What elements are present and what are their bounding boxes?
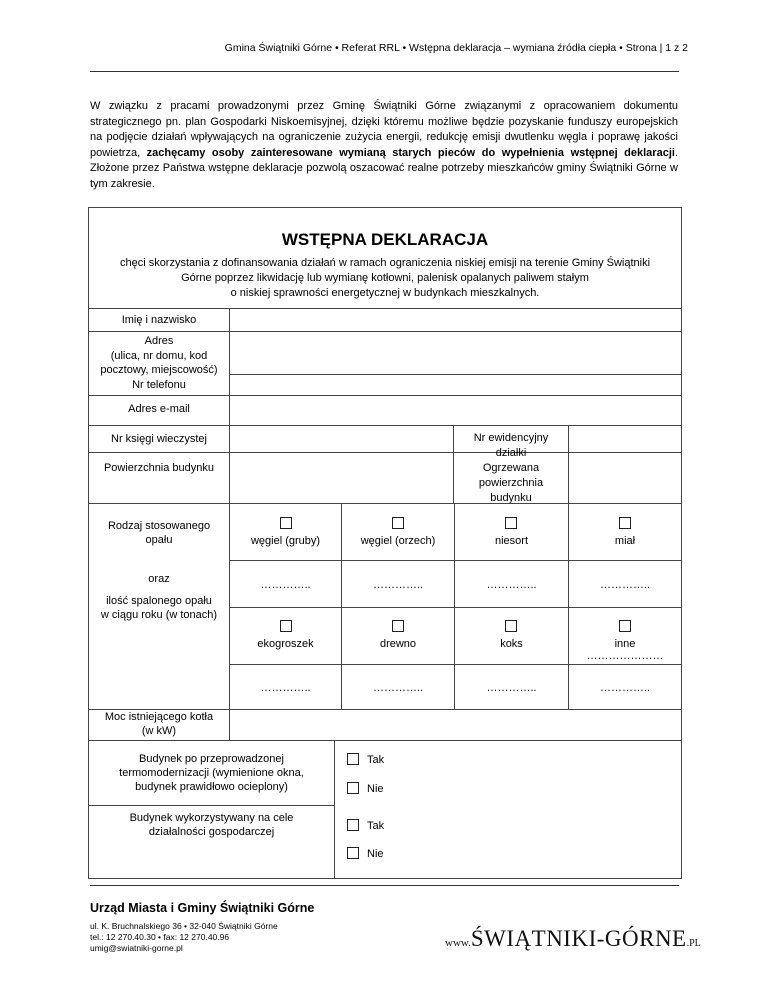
address-line-3: pocztowy, miejscowość) bbox=[100, 364, 218, 376]
plot-field[interactable] bbox=[568, 425, 682, 453]
fuel-cell bbox=[454, 607, 569, 665]
fuel-type-line-1: Rodzaj stosowanego bbox=[107, 520, 211, 532]
fuel-amount-line-1: ilość spalonego opału bbox=[106, 595, 212, 607]
business-line-1: Budynek wykorzystywany na cele bbox=[129, 812, 294, 824]
fuel-amount-line-2: w ciągu roku (w tonach) bbox=[100, 609, 218, 621]
address-line-1: Adres bbox=[144, 335, 174, 347]
footer-email[interactable]: umig@swiatniki-gorne.pl bbox=[90, 943, 183, 953]
boiler-label-line-2: (w kW) bbox=[141, 725, 177, 737]
checkbox-other[interactable] bbox=[619, 620, 631, 632]
fuel-amount-dots: ………….. bbox=[486, 579, 537, 591]
business-no-label: Nie bbox=[367, 848, 384, 860]
address-label bbox=[88, 334, 230, 392]
name-field[interactable] bbox=[229, 308, 682, 332]
fuel-amount-dots: ………….. bbox=[372, 579, 424, 591]
heated-label-line-1: Ogrzewana bbox=[482, 462, 540, 474]
thermo-label bbox=[88, 752, 335, 794]
fuel-amount-dots: ………….. bbox=[599, 579, 651, 591]
and-label: oraz bbox=[148, 573, 170, 585]
fuel-amount-dots: ………….. bbox=[486, 682, 537, 694]
fuel-label-other: inne bbox=[614, 638, 636, 650]
phone-label: Nr telefonu bbox=[132, 378, 186, 391]
business-label bbox=[88, 811, 335, 839]
intro-text-1: W związku z pracami prowadzonymi przez Gminę Świątniki Górne związanymi z opracowaniem dokumentu strategicznego pn. plan Gospodarki Niskoemisyjnej, dzięki któremu możliwe będzie pozyskanie funduszy europejskich na podjęcie działań wpływających na ograniczenie zużycia energii, redukcję emisji dwutlenku węgla i poprawę jakości powietrza, bbox=[90, 100, 678, 159]
website-logo[interactable] bbox=[445, 926, 701, 952]
land-register-label: Nr księgi wieczystej bbox=[111, 433, 207, 445]
logo-name: ŚWIĄTNIKI-GÓRNE bbox=[470, 926, 687, 951]
intro-bold: zachęcamy osoby zainteresowane wymianą starych pieców do wypełnienia wstępnej deklaracji bbox=[146, 146, 675, 159]
thermo-line-3: budynek prawidłowo ocieplony) bbox=[135, 781, 288, 793]
checkbox-fine-coal[interactable] bbox=[619, 517, 631, 529]
fuel-cell bbox=[568, 503, 682, 561]
fuel-label-coal-nut: węgiel (orzech) bbox=[360, 535, 436, 547]
fuel-amount-dots: ………….. bbox=[599, 682, 651, 694]
checkbox-wood[interactable] bbox=[392, 620, 404, 632]
fuel-label-coal-coarse: węgiel (gruby) bbox=[250, 535, 321, 547]
checkbox-business-no[interactable] bbox=[347, 847, 359, 859]
subtitle-line-1: chęci skorzystania z dofinansowania działań w ramach ograniczenia niskiej emisji na terenie Gminy Świątniki bbox=[119, 257, 651, 269]
form-title: WSTĘPNA DEKLARACJA bbox=[281, 230, 489, 249]
checkbox-coal-nut[interactable] bbox=[392, 517, 404, 529]
checkbox-eco-pea[interactable] bbox=[280, 620, 292, 632]
building-area-field[interactable] bbox=[229, 452, 454, 504]
fuel-label-coke: koks bbox=[500, 638, 523, 650]
fuel-amount-dots: ………….. bbox=[260, 682, 311, 694]
fuel-label-wood: drewno bbox=[379, 638, 417, 650]
subtitle-line-3: o niskiej sprawności energetycznej w budynkach mieszkalnych. bbox=[230, 287, 540, 299]
checkbox-unsorted[interactable] bbox=[505, 517, 517, 529]
boiler-power-field[interactable] bbox=[229, 709, 682, 741]
thermo-line-1: Budynek po przeprowadzonej bbox=[139, 753, 284, 765]
boiler-label-line-1: Moc istniejącego kotła bbox=[104, 711, 214, 723]
checkbox-business-yes[interactable] bbox=[347, 819, 359, 831]
email-field[interactable] bbox=[229, 395, 682, 426]
other-fuel-input[interactable]: ………………… bbox=[586, 650, 664, 662]
thermo-yes-label: Tak bbox=[367, 754, 385, 766]
heated-area-field[interactable] bbox=[568, 452, 682, 504]
address-field[interactable] bbox=[229, 331, 682, 375]
plot-heated-labels bbox=[453, 431, 569, 506]
building-area-label-cell bbox=[88, 452, 230, 504]
fuel-label-unsorted: niesort bbox=[494, 535, 529, 547]
footer-divider bbox=[90, 885, 679, 886]
checkbox-coke[interactable] bbox=[505, 620, 517, 632]
intro-paragraph bbox=[90, 99, 678, 192]
fuel-amount-dots: ………….. bbox=[372, 682, 424, 694]
checkbox-thermo-yes[interactable] bbox=[347, 753, 359, 765]
land-register-field[interactable] bbox=[229, 425, 454, 453]
thermo-no-label: Nie bbox=[367, 783, 384, 795]
header-divider bbox=[90, 71, 679, 72]
footer-address: ul. K. Bruchnalskiego 36 • 32-040 Świątniki Górne bbox=[90, 921, 278, 931]
footer-office-name: Urząd Miasta i Gminy Świątniki Górne bbox=[90, 901, 315, 915]
fuel-cell bbox=[341, 503, 455, 561]
fuel-type-label bbox=[88, 519, 230, 547]
boiler-label bbox=[88, 710, 230, 738]
email-label: Adres e-mail bbox=[128, 403, 190, 415]
heated-label-line-3: budynku bbox=[490, 492, 532, 504]
fuel-cell bbox=[454, 503, 569, 561]
intro-text-2: . Złożone przez Państwa wstępne deklaracje pozwolą oszacować realne potrzeby mieszkańców gminy Świątniki Górne w tym zakresie. bbox=[90, 146, 678, 190]
phone-field[interactable] bbox=[229, 374, 682, 396]
plot-label-line-1: Nr ewidencyjny bbox=[473, 432, 549, 444]
fuel-amount-dots: ………….. bbox=[260, 579, 311, 591]
fuel-cell bbox=[341, 607, 455, 665]
checkbox-thermo-no[interactable] bbox=[347, 782, 359, 794]
name-label: Imię i nazwisko bbox=[121, 314, 197, 326]
fuel-amount-label bbox=[88, 594, 230, 622]
business-yes-label: Tak bbox=[367, 820, 385, 832]
logo-pl: .PL bbox=[686, 938, 701, 949]
plot-label-line-2: działki bbox=[495, 447, 527, 459]
business-line-2: działalności gospodarczej bbox=[148, 826, 275, 838]
fuel-cell bbox=[229, 503, 342, 561]
checkbox-coal-coarse[interactable] bbox=[280, 517, 292, 529]
fuel-label-eco-pea: ekogroszek bbox=[257, 638, 314, 650]
subtitle-line-2: Górne poprzez likwidację lub wymianę kotłowni, palenisk opalanych paliwem stałym bbox=[181, 272, 589, 284]
form-subtitle bbox=[100, 256, 670, 301]
footer-phone: tel.: 12 270.40.30 • fax: 12 270.40.96 bbox=[90, 932, 230, 942]
logo-www: www. bbox=[445, 937, 471, 949]
fuel-type-line-2: opału bbox=[145, 534, 173, 546]
address-line-2: (ulica, nr domu, kod bbox=[110, 349, 208, 362]
fuel-cell bbox=[229, 607, 342, 665]
heated-label-line-2: powierzchnia bbox=[478, 477, 544, 489]
fuel-label-fine-coal: miał bbox=[614, 535, 636, 547]
building-area-label: Powierzchnia budynku bbox=[103, 462, 215, 474]
page-header: Gmina Świątniki Górne • Referat RRL • Wstępna deklaracja – wymiana źródła ciepła • Strona | 1 z 2 bbox=[224, 42, 688, 54]
thermo-line-2: termomodernizacji (wymienione okna, bbox=[119, 767, 304, 779]
